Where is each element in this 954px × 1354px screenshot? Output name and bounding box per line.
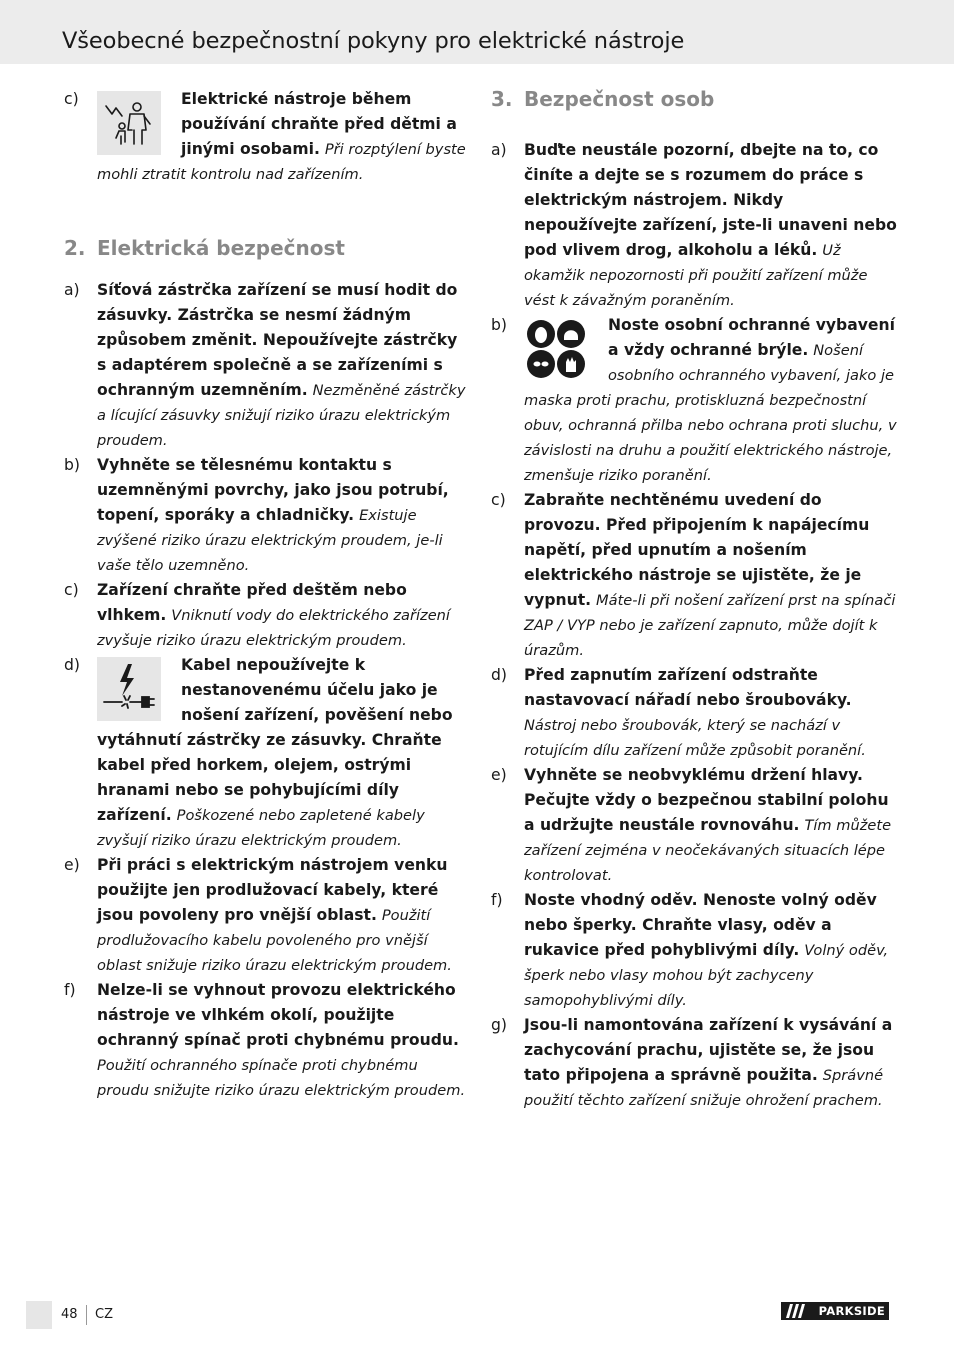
list-item	[491, 138, 899, 313]
instruction-note: Použití ochranného spínače proti chybnému proudu snižujte riziko úrazu elektrickým proudem.	[97, 1057, 466, 1099]
item-label: a)	[491, 141, 507, 159]
brand-logo	[781, 1302, 889, 1320]
list-item	[491, 763, 899, 888]
instruction-note: Správné použití těchto zařízení snižuje ohrožení prachem.	[524, 1067, 884, 1109]
instruction-bold: Buďte neustále pozorní, dbejte na to, co činíte a dejte se s rozumem do práce s elektrickým nástrojem. Nikdy nepoužívejte zařízení, jste-li unaveni nebo pod vlivem drog, alkoholu a léků.	[524, 141, 897, 259]
section-heading: Elektrická bezpečnost	[97, 236, 345, 260]
item-label: d)	[64, 656, 80, 674]
list-item	[64, 453, 468, 578]
instruction-note: Existuje zvýšené riziko úrazu elektrickým proudem, je-li vaše tělo uzemněno.	[97, 507, 443, 574]
instruction-bold: Kabel nepoužívejte k nestanovenému účelu jako je nošení zařízení, pověšení nebo vytáhnutí zástrčky ze zásuvky. Chraňte kabel před horkem, olejem, ostrými hranami nebo se pohybujícími díly zařízení.	[97, 656, 453, 824]
instruction-bold: Zařízení chraňte před deštěm nebo vlhkem.	[97, 581, 407, 624]
instruction-bold: Noste vhodný oděv. Nenoste volný oděv nebo šperky. Chraňte vlasy, oděv a rukavice před pohyblivými díly.	[524, 891, 877, 959]
section-heading: Bezpečnost osob	[524, 87, 715, 111]
footer-page-marker	[26, 1301, 52, 1329]
instruction-bold: Jsou-li namontována zařízení k vysávání a zachycování prachu, ujistěte se, že jsou tato připojena a správně použita.	[524, 1016, 893, 1084]
section-number: 3.	[491, 87, 513, 111]
right-column	[491, 87, 899, 1113]
instruction-bold: Vyhněte se tělesnému kontaktu s uzemněnými povrchy, jako jsou potrubí, topení, sporáky a chladničky.	[97, 456, 449, 524]
list-item	[491, 488, 899, 663]
list-item	[64, 853, 468, 978]
item-label: e)	[491, 766, 507, 784]
section-title-electrical	[64, 236, 468, 278]
list-item	[64, 87, 468, 187]
instruction-bold: Nelze-li se vyhnout provozu elektrického nástroje ve vlhkém okolí, použijte ochranný spínač proti chybnému proudu.	[97, 981, 459, 1049]
instruction-bold: Elektrické nástroje během používání chraňte před dětmi a jinými osobami.	[181, 90, 457, 158]
electric-cable-hazard-icon	[97, 657, 161, 721]
item-label: c)	[491, 491, 506, 509]
page-title: Všeobecné bezpečnostní pokyny pro elektrické nástroje	[62, 28, 685, 54]
instruction-bold: Noste osobní ochranné vybavení a vždy ochranné brýle.	[608, 316, 895, 359]
list-item	[491, 313, 899, 488]
instruction-note: Nástroj nebo šroubovák, který se nachází v rotujícím dílu zařízení může způsobit poranění.	[524, 717, 866, 759]
instruction-note: Volný oděv, šperk nebo vlasy mohou být zachyceny samopohyblivými díly.	[524, 942, 889, 1009]
instruction-note: Tím můžete zařízení zejména v neočekávaných situacích lépe kontrolovat.	[524, 817, 892, 884]
instruction-note: Nezměněné zástrčky a lícující zásuvky snižují riziko úrazu elektrickým proudem.	[97, 382, 466, 449]
list-item	[491, 1013, 899, 1113]
item-label: d)	[491, 666, 507, 684]
list-item	[64, 578, 468, 653]
brand-name: PARKSIDE	[818, 1304, 885, 1318]
instruction-note: Poškozené nebo zapletené kabely zvyšují riziko úrazu elektrickým proudem.	[97, 807, 425, 849]
list-item	[64, 653, 468, 853]
instruction-bold: Vyhněte se neobvyklému držení hlavy. Pečujte vždy o bezpečnou stabilní polohu a udržujte neustále rovnováhu.	[524, 766, 889, 834]
instruction-bold: Při práci s elektrickým nástrojem venku použijte jen prodlužovací kabely, které jsou povoleny pro vnější oblast.	[97, 856, 448, 924]
personal-protective-equipment-icon	[524, 317, 588, 381]
item-label: b)	[491, 316, 507, 334]
instruction-note: Už okamžik nepozornosti při použití zařízení může vést k závažným poraněním.	[524, 242, 868, 309]
instruction-note: Použití prodlužovacího kabelu povoleného pro vnější oblast snižuje riziko úrazu elektrickým proudem.	[97, 907, 452, 974]
instruction-bold: Zabraňte nechtěnému uvedení do provozu. Před připojením k napájecímu napětí, před upnutím a nošením elektrického nástroje se ujistěte, že je vypnut.	[524, 491, 870, 609]
item-label: c)	[64, 90, 79, 108]
footer-divider	[86, 1305, 87, 1325]
section-number: 2.	[64, 236, 86, 260]
item-label: g)	[491, 1016, 507, 1034]
item-label: b)	[64, 456, 80, 474]
brand-stripes-icon	[786, 1304, 808, 1318]
instruction-note: Při rozptýlení byste mohli ztratit kontrolu nad zařízením.	[97, 141, 466, 183]
section-title-personal	[491, 87, 899, 138]
instruction-bold: Síťová zástrčka zařízení se musí hodit do zásuvky. Zástrčka se nesmí žádným způsobem změnit. Nepoužívejte zástrčky s adaptérem společně a se zařízeními s ochranným uzemněním.	[97, 281, 458, 399]
instruction-bold: Před zapnutím zařízení odstraňte nastavovací nářadí nebo šroubováky.	[524, 666, 852, 709]
item-label: f)	[491, 891, 503, 909]
list-item	[491, 663, 899, 763]
list-item	[64, 278, 468, 453]
instruction-note: Vniknutí vody do elektrického zařízení zvyšuje riziko úrazu elektrickým proudem.	[97, 607, 450, 649]
item-label: f)	[64, 981, 76, 999]
item-label: c)	[64, 581, 79, 599]
list-item	[491, 888, 899, 1013]
keep-children-away-icon	[97, 91, 161, 155]
item-label: a)	[64, 281, 80, 299]
instruction-note: Máte-li při nošení zařízení prst na spínači ZAP / VYP nebo je zařízení zapnuto, může dojít k úrazům.	[524, 592, 896, 659]
instruction-note: Nošení osobního ochranného vybavení, jako je maska proti prachu, protiskluzná bezpečnostní obuv, ochranná přilba nebo ochrana proti sluchu, v závislosti na druhu a použití elektrického nástroje, zmenšuje riziko poranění.	[524, 342, 897, 484]
left-column	[64, 87, 468, 1103]
page-number: 48	[61, 1307, 78, 1322]
item-label: e)	[64, 856, 80, 874]
language-code: CZ	[95, 1307, 113, 1322]
list-item	[64, 978, 468, 1103]
